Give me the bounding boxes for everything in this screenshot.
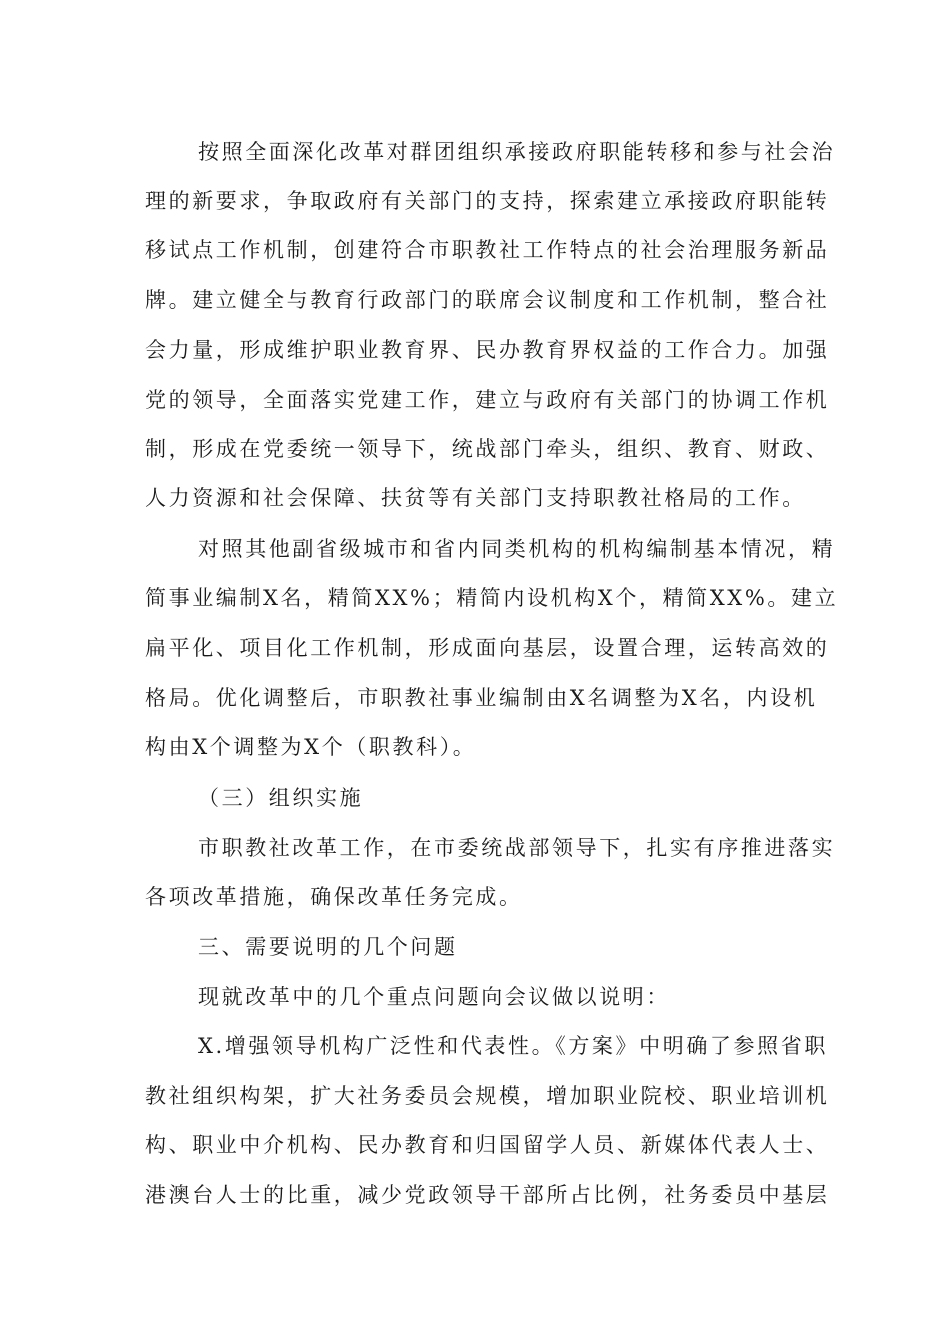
paragraph-line: 对照其他副省级城市和省内同类机构的机构编制基本情况，精 xyxy=(198,537,836,561)
paragraph-line: 会力量，形成维护职业教育界、民办教育界权益的工作合力。加强 xyxy=(145,338,830,362)
paragraph-line: 移试点工作机制，创建符合市职教社工作特点的社会治理服务新品 xyxy=(145,238,830,262)
paragraph-line: 扁平化、项目化工作机制，形成面向基层，设置合理，运转高效的 xyxy=(145,636,830,660)
paragraph-line: 港澳台人士的比重，减少党政领导干部所占比例，社务委员中基层 xyxy=(145,1183,830,1207)
paragraph-line: 制，形成在党委统一领导下，统战部门牵头，组织、教育、财政、 xyxy=(145,437,830,461)
paragraph-line: 牌。建立健全与教育行政部门的联席会议制度和工作机制，整合社 xyxy=(145,288,830,312)
paragraph-line: 格局。优化调整后，市职教社事业编制由X名调整为X名，内设机 xyxy=(145,686,818,710)
section-heading: 三、需要说明的几个问题 xyxy=(198,935,458,959)
paragraph-line: 市职教社改革工作，在市委统战部领导下，扎实有序推进落实 xyxy=(198,836,836,860)
paragraph-line: 教社组织构架，扩大社务委员会规模，增加职业院校、职业培训机 xyxy=(145,1084,830,1108)
paragraph-line: 按照全面深化改革对群团组织承接政府职能转移和参与社会治 xyxy=(198,140,836,164)
paragraph-line: 简事业编制X名，精简XX%；精简内设机构X个，精简XX%。建立 xyxy=(145,586,839,610)
paragraph-line: 构由X个调整为X个（职教科）。 xyxy=(145,735,477,759)
paragraph-line: 理的新要求，争取政府有关部门的支持，探索建立承接政府职能转 xyxy=(145,189,830,213)
paragraph-line: 构、职业中介机构、民办教育和归国留学人员、新媒体代表人士、 xyxy=(145,1133,830,1157)
section-heading: （三）组织实施 xyxy=(198,786,364,810)
paragraph-line: 人力资源和社会保障、扶贫等有关部门支持职教社格局的工作。 xyxy=(145,486,806,510)
paragraph-line: X.增强领导机构广泛性和代表性。《方案》中明确了参照省职 xyxy=(198,1034,828,1058)
paragraph-line: 党的领导，全面落实党建工作，建立与政府有关部门的协调工作机 xyxy=(145,388,830,412)
paragraph-line: 现就改革中的几个重点问题向会议做以说明： xyxy=(198,985,670,1009)
paragraph-line: 各项改革措施，确保改革任务完成。 xyxy=(145,885,523,909)
